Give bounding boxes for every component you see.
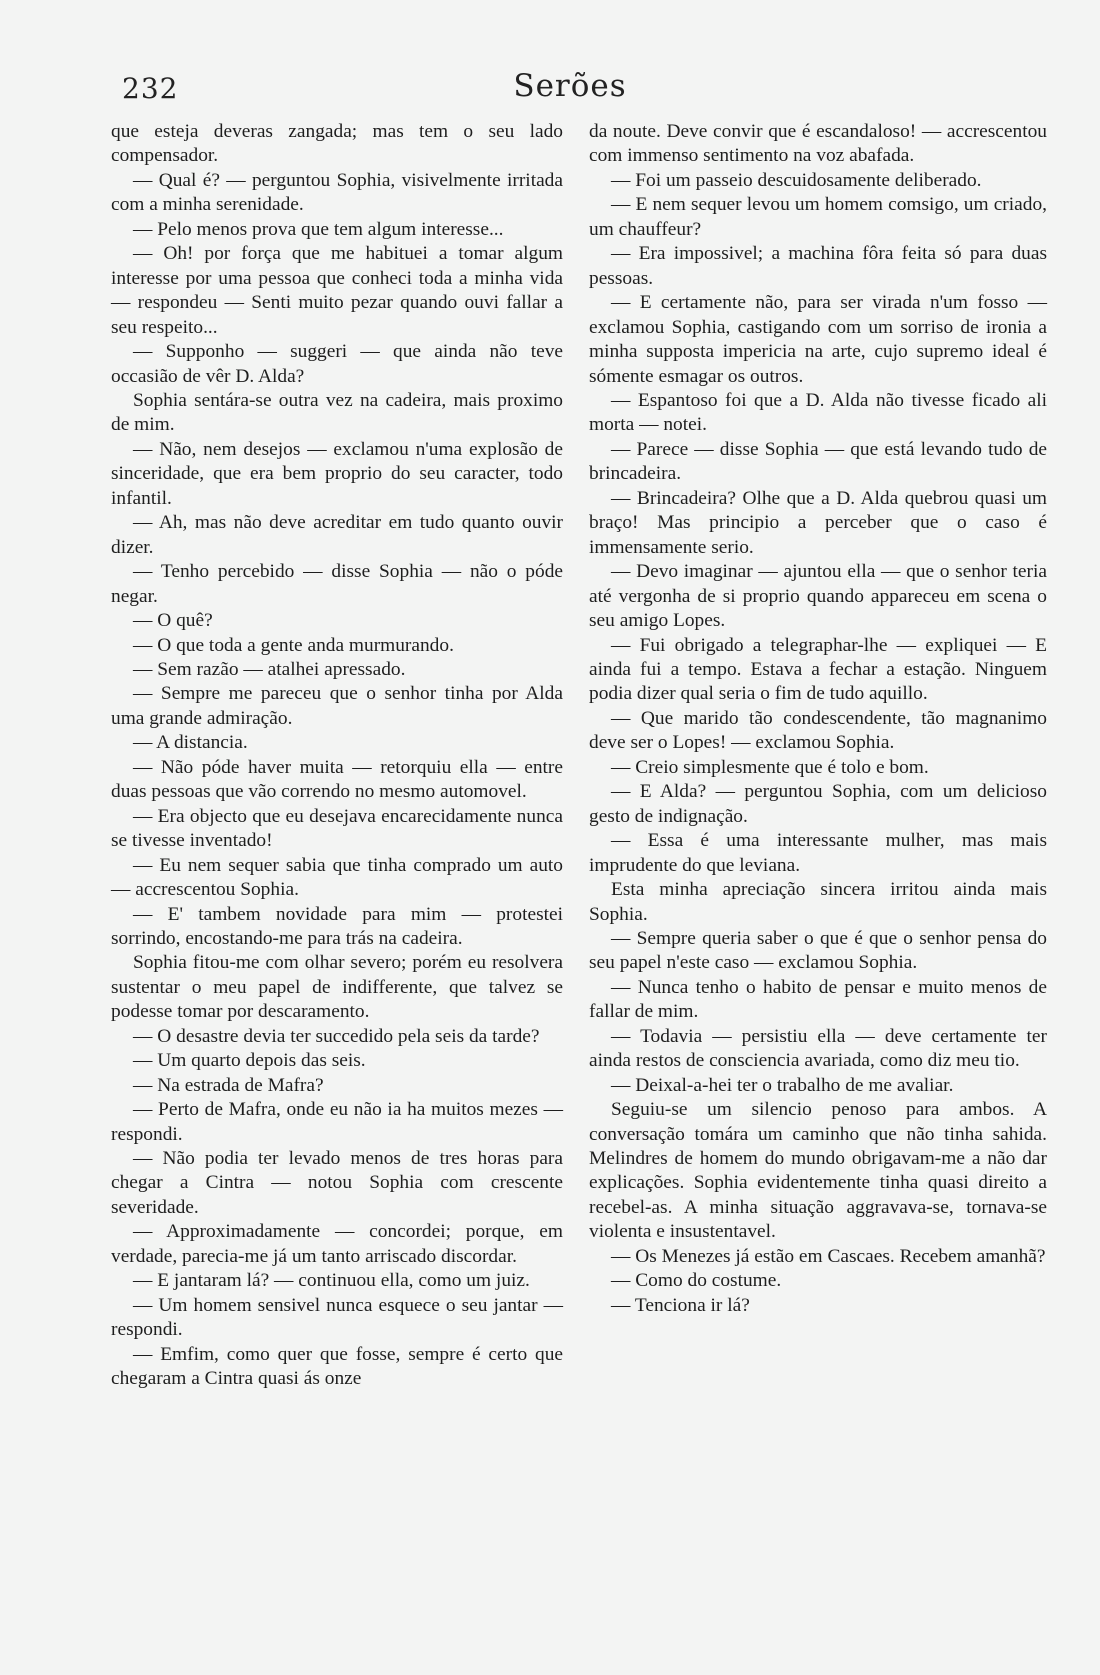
left-text-column [111, 120, 563, 1392]
paragraph: — Os Menezes já estão em Cascaes. Recebem amanhã? [611, 1245, 1046, 1267]
paragraph: — Não póde haver muita — retorquiu ella — entre duas pessoas que vão correndo no mesmo automovel. [111, 756, 563, 803]
paragraph: — Ah, mas não deve acreditar em tudo quanto ouvir dizer. [111, 512, 563, 558]
paragraph: — E' tambem novidade para mim — protestei sorrindo, encostando-me para trás na cadeira. [111, 903, 563, 949]
paragraph: — Eu nem sequer sabia que tinha comprado um auto — accrescentou Sophia. [111, 854, 563, 901]
paragraph: — Sempre me pareceu que o senhor tinha por Alda uma grande admiração. [111, 683, 563, 729]
paragraph: — Oh! por força que me habituei a tomar algum interesse por uma pessoa que conheci toda a minha vida — respondeu — Senti muito pezar quando ouvi fallar a seu respeito... [111, 243, 563, 338]
paragraph: — Essa é uma interessante mulher, mas mais imprudente do que leviana. [589, 830, 1047, 876]
paragraph: — Espantoso foi que a D. Alda não tivesse ficado ali morta — notei. [589, 389, 1047, 436]
paragraph: — Brincadeira? Olhe que a D. Alda quebrou quasi um braço! Mas principio a perceber que o caso é immensamente serio. [589, 487, 1047, 558]
paragraph: — Sem razão — atalhei apressado. [133, 658, 406, 680]
paragraph: — Pelo menos prova que tem algum interesse... [133, 218, 504, 240]
paragraph: Esta minha apreciação sincera irritou ainda mais Sophia. [589, 879, 1047, 925]
page-number: 232 [122, 72, 179, 105]
paragraph: — Na estrada de Mafra? [133, 1074, 324, 1096]
paragraph: Sophia sentára-se outra vez na cadeira, mais proximo de mim. [111, 389, 563, 436]
paragraph: — Um homem sensivel nunca esquece o seu jantar — respondi. [111, 1294, 563, 1341]
paragraph: — Era impossivel; a machina fôra feita só para duas pessoas. [589, 243, 1047, 289]
paragraph: — Qual é? — perguntou Sophia, visivelmente irritada com a minha serenidade. [111, 169, 563, 216]
paragraph: — Tenciona ir lá? [611, 1294, 750, 1316]
running-title: Serões [513, 68, 627, 104]
paragraph: — Fui obrigado a telegraphar-lhe — expliquei — E ainda fui a tempo. Estava a fechar a estação. Ninguem podia dizer qual seria o fim de tudo aquillo. [589, 634, 1047, 705]
paragraph: — A distancia. [133, 732, 248, 754]
paragraph: — Creio simplesmente que é tolo e bom. [611, 756, 929, 778]
paragraph: — Devo imaginar — ajuntou ella — que o senhor teria até vergonha de si proprio quando appareceu em scena o seu amigo Lopes. [589, 561, 1047, 632]
paragraph: — Approximadamente — concordei; porque, em verdade, parecia-me já um tanto arriscado discordar. [111, 1221, 563, 1267]
paragraph: — E Alda? — perguntou Sophia, com um delicioso gesto de indignação. [589, 781, 1047, 827]
paragraph: — Tenho percebido — disse Sophia — não o póde negar. [111, 561, 563, 607]
right-text-column [589, 120, 1047, 1318]
paragraph: — Como do costume. [611, 1270, 782, 1292]
paragraph: Sophia fitou-me com olhar severo; porém eu resolvera sustentar o meu papel de indifferente, que talvez se podesse tomar por descaramento. [111, 952, 563, 1023]
paragraph: — Que marido tão condescendente, tão magnanimo deve ser o Lopes! — exclamou Sophia. [589, 707, 1047, 754]
paragraph: — O desastre devia ter succedido pela seis da tarde? [133, 1025, 540, 1047]
paragraph: — Não, nem desejos — exclamou n'uma explosão de sinceridade, que era bem proprio do seu caracter, todo infantil. [111, 438, 563, 509]
paragraph: — Emfim, como quer que fosse, sempre é certo que chegaram a Cintra quasi ás onze [111, 1343, 563, 1390]
paragraph: — Não podia ter levado menos de tres horas para chegar a Cintra — notou Sophia com crescente severidade. [111, 1148, 563, 1218]
paragraph: — Nunca tenho o habito de pensar e muito menos de fallar de mim. [589, 976, 1047, 1023]
paragraph: — Sempre queria saber o que é que o senhor pensa do seu papel n'este caso — exclamou Sophia. [589, 927, 1047, 974]
paragraph: — Foi um passeio descuidosamente deliberado. [611, 169, 982, 191]
paragraph: — Supponho — suggeri — que ainda não teve occasião de vêr D. Alda? [111, 341, 563, 387]
paragraph: — E nem sequer levou um homem comsigo, um criado, um chauffeur? [589, 194, 1047, 240]
paragraph: — Era objecto que eu desejava encarecidamente nunca se tivesse inventado! [111, 805, 563, 852]
paragraph: Seguiu-se um silencio penoso para ambos. A conversação tomára um caminho que não tinha sahida. Melindres de homem do mundo obrigavam-me a não dar explicações. Sophia evidentemente tinha quasi direito a recebel-as. A minha situação aggravava-se, tornava-se violenta e insustentavel. [589, 1099, 1047, 1243]
paragraph: — Um quarto depois das seis. [133, 1050, 366, 1072]
paragraph: — E certamente não, para ser virada n'um fosso — exclamou Sophia, castigando com um sorriso de ironia a minha supposta impericia na arte, cujo supremo ideal é sómente esmagar os outros. [589, 292, 1047, 387]
paragraph: da noute. Deve convir que é escandaloso! — accrescentou com immenso sentimento na voz abafada. [589, 121, 1047, 167]
paragraph: — Deixal-a-hei ter o trabalho de me avaliar. [611, 1074, 954, 1096]
paragraph: — Todavia — persistiu ella — deve certamente ter ainda restos de consciencia avariada, como diz meu tio. [589, 1025, 1047, 1072]
paragraph: — O quê? [133, 610, 213, 632]
paragraph: — Parece — disse Sophia — que está levando tudo de brincadeira. [589, 438, 1047, 485]
paragraph: — Perto de Mafra, onde eu não ia ha muitos mezes — respondi. [111, 1099, 563, 1145]
paragraph: — E jantaram lá? — continuou ella, como um juiz. [133, 1270, 530, 1292]
paragraph: — O que toda a gente anda murmurando. [133, 634, 454, 656]
paragraph: que esteja deveras zangada; mas tem o seu lado compensador. [111, 121, 563, 167]
